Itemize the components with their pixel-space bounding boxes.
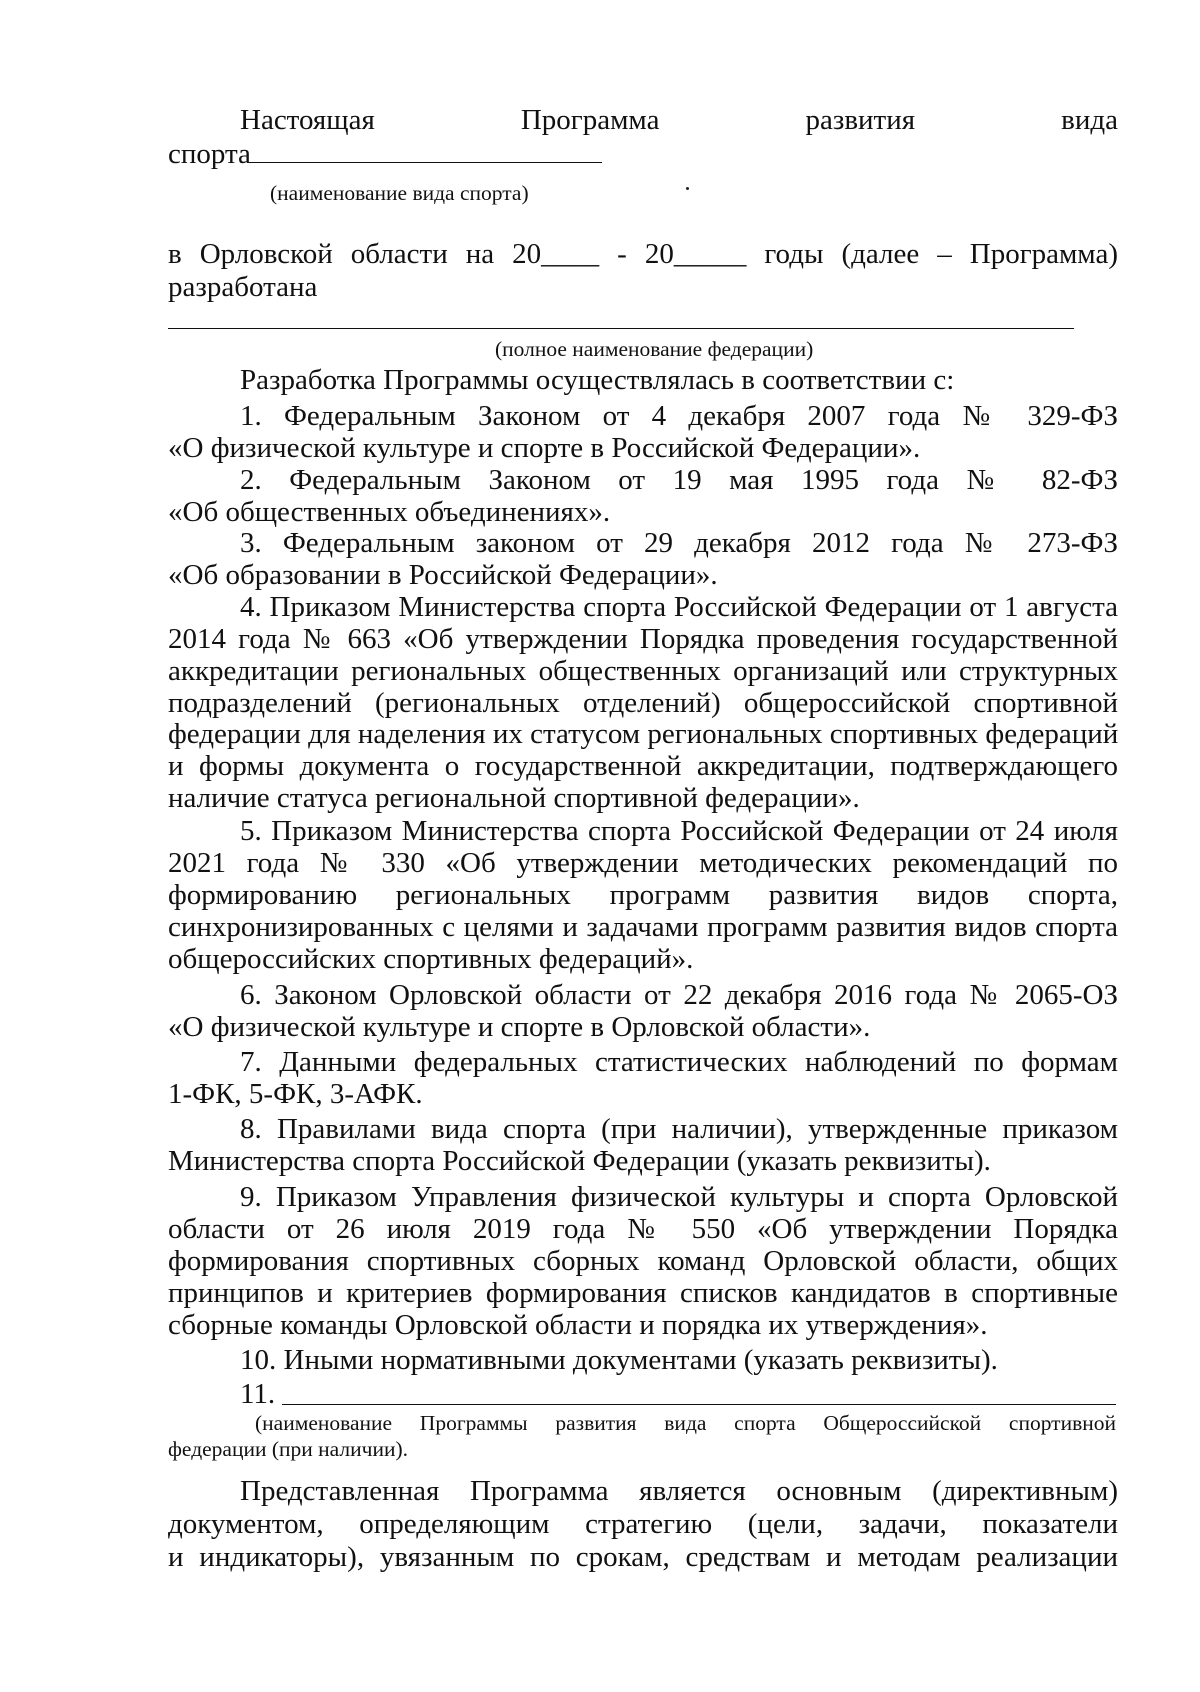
list-item-4-line-4: подразделений (региональных отделений) общероссийской спортивной — [168, 687, 1118, 719]
list-item-8-line-2: Министерства спорта Российской Федерации (указать реквизиты). — [168, 1145, 991, 1177]
list-item-4-line-6: и формы документа о государственной аккредитации, подтверждающего — [168, 750, 1118, 782]
federation-name-blank — [168, 328, 1074, 329]
list-item-9-line-5: сборные команды Орловской области и порядка их утверждения». — [168, 1309, 988, 1341]
scan-speck — [686, 187, 689, 190]
list-item-9-line-3: формирования спортивных сборных команд Орловской области, общих — [168, 1245, 1118, 1277]
list-item-7-line-1: 7. Данными федеральных статистических наблюдений по формам — [240, 1046, 1118, 1078]
list-item-4-line-7: наличие статуса региональной спортивной федерации». — [168, 782, 860, 814]
list-item-6-line-1: 6. Законом Орловской области от 22 декабря 2016 года № 2065-ОЗ — [240, 979, 1118, 1011]
list-item-6-line-2: «О физической культуре и спорте в Орловской области». — [168, 1011, 871, 1043]
list-item-5-line-5: общероссийских спортивных федераций». — [168, 943, 694, 975]
list-item-10: 10. Иными нормативными документами (указать реквизиты). — [240, 1344, 998, 1376]
list-item-4-line-3: аккредитации региональных общественных организаций или структурных — [168, 655, 1118, 687]
list-item-1-line-2: «О физической культуре и спорте в Российской Федерации». — [168, 432, 921, 464]
list-item-9-line-4: принципов и критериев формирования списков кандидатов в спортивные — [168, 1277, 1118, 1309]
list-item-1-line-1: 1. Федеральным Законом от 4 декабря 2007 года № 329-ФЗ — [240, 400, 1118, 432]
sport-name-blank — [248, 162, 602, 163]
list-item-3-line-1: 3. Федеральным законом от 29 декабря 2012 года № 273-ФЗ — [240, 527, 1118, 559]
closing-line-3: и индикаторы), увязанным по срокам, средствам и методам реализации — [168, 1541, 1118, 1573]
caption-program-line-1: (наименование Программы развития вида спорта Общероссийской спортивной — [255, 1411, 1116, 1435]
list-item-2-line-1: 2. Федеральным Законом от 19 мая 1995 года № 82-ФЗ — [240, 464, 1118, 496]
list-item-4-line-5: федерации для наделения их статусом региональных спортивных федераций — [168, 718, 1119, 750]
list-item-5-line-4: синхронизированных с целями и задачами программ развития видов спорта — [168, 911, 1118, 943]
list-item-4-line-2: 2014 года № 663 «Об утверждении Порядка проведения государственной — [168, 623, 1118, 655]
header-line-developed: разработана — [168, 271, 318, 303]
caption-federation-name: (полное наименование федерации) — [495, 337, 814, 361]
header-line-years: в Орловской области на 20____ - 20_____ годы (далее – Программа) — [168, 238, 1118, 270]
list-item-9-line-1: 9. Приказом Управления физической культуры и спорта Орловской — [240, 1181, 1118, 1213]
list-item-8-line-1: 8. Правилами вида спорта (при наличии), утвержденные приказом — [240, 1113, 1118, 1145]
list-item-2-line-2: «Об общественных объединениях». — [168, 496, 611, 528]
list-item-9-line-2: области от 26 июля 2019 года № 550 «Об утверждении Порядка — [168, 1213, 1118, 1245]
caption-program-line-2: федерации (при наличии). — [168, 1437, 408, 1461]
intro-line: Разработка Программы осуществлялась в соответствии с: — [240, 364, 955, 396]
closing-line-1: Представленная Программа является основным (директивным) — [240, 1475, 1118, 1507]
header-line-sport: спорта — [168, 138, 251, 170]
list-item-11: 11. — [240, 1378, 276, 1410]
list-item-5-line-1: 5. Приказом Министерства спорта Российской Федерации от 24 июля — [240, 815, 1118, 847]
list-item-3-line-2: «Об образовании в Российской Федерации». — [168, 559, 718, 591]
header-line-1: Настоящая Программа развития вида — [240, 104, 1118, 136]
closing-line-2: документом, определяющим стратегию (цели, задачи, показатели — [168, 1508, 1118, 1540]
list-item-7-line-2: 1-ФК, 5-ФК, 3-АФК. — [168, 1078, 423, 1110]
list-item-5-line-2: 2021 года № 330 «Об утверждении методических рекомендаций по — [168, 847, 1118, 879]
list-item-5-line-3: формированию региональных программ развития видов спорта, — [168, 879, 1118, 911]
caption-sport-name: (наименование вида спорта) — [270, 181, 529, 205]
program-name-blank — [282, 1404, 1116, 1405]
list-item-4-line-1: 4. Приказом Министерства спорта Российской Федерации от 1 августа — [240, 591, 1118, 623]
